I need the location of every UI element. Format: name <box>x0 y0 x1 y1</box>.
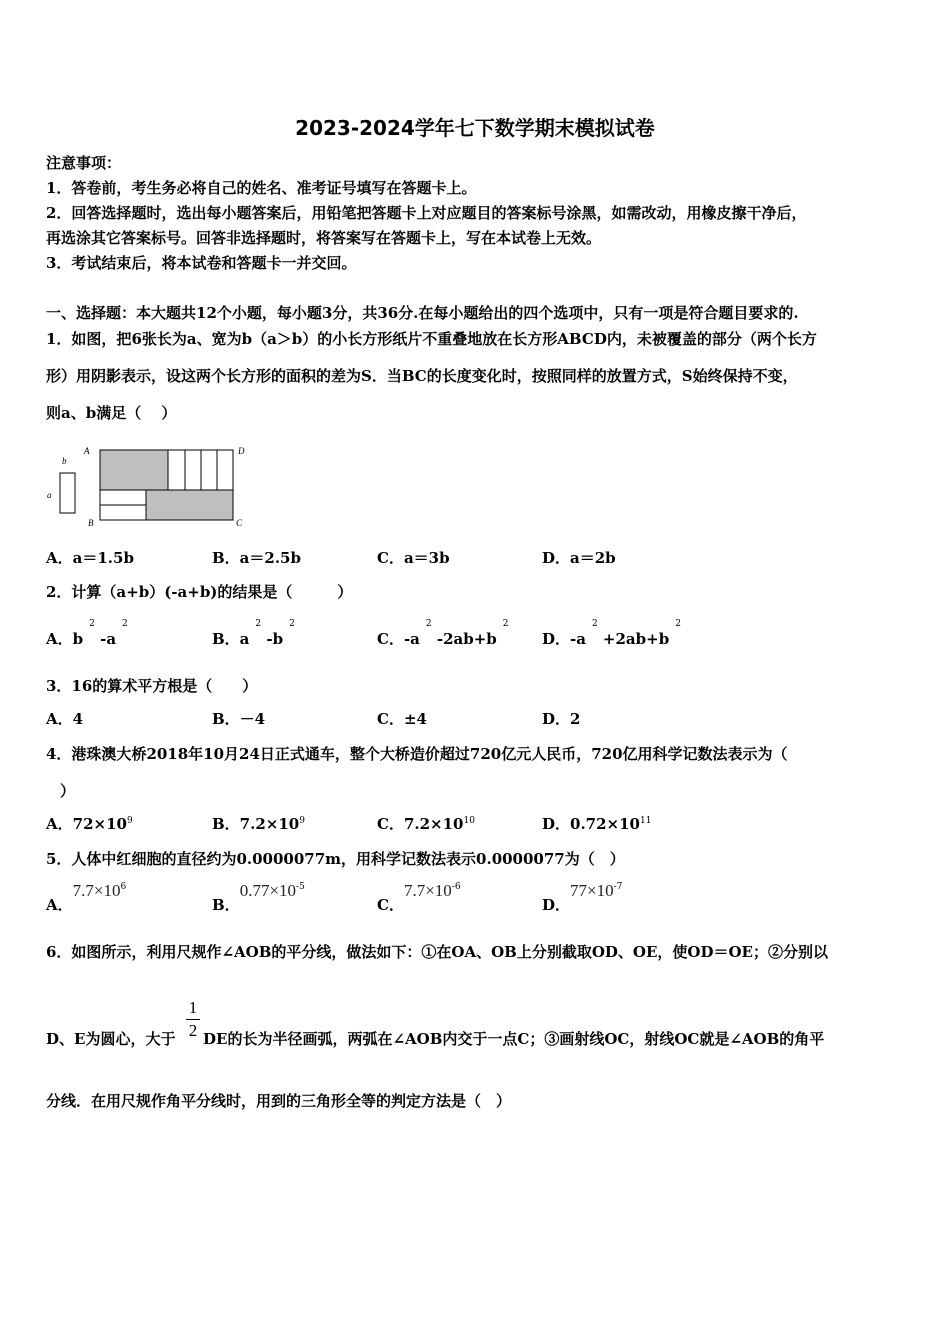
q4-option-b-exp: 9 <box>299 816 305 826</box>
q1-line-2: 形）用阴影表示，设这两个长方形的面积的差为S．当BC的长度变化时，按照同样的放置方式，S始终保持不变， <box>46 367 798 385</box>
q5-option-a[interactable] <box>46 880 127 914</box>
q5-option-d-label: D． <box>542 896 571 914</box>
q4-line-2: ） <box>60 782 76 800</box>
q5-stem: 5．人体中红细胞的直径约为0.0000077m，用科学记数法表示0.0000077为（ ） <box>46 850 625 868</box>
q2-option-b-mid: -b <box>261 630 284 648</box>
q4-option-a[interactable] <box>46 813 133 834</box>
q2-option-b-sup1: 2 <box>255 619 262 629</box>
q1-option-b[interactable]: B．a＝2.5b <box>212 549 301 567</box>
q6-line-3: 分线．在用尺规作角平分线时，用到的三角形全等的判定方法是（ ） <box>46 1092 512 1110</box>
q2-option-d-sup1: 2 <box>591 619 598 629</box>
q2-option-c-sup1: 2 <box>425 619 432 629</box>
q5-option-b[interactable] <box>212 880 305 914</box>
page-title: 2023-2024学年七下数学期末模拟试卷 <box>295 116 655 140</box>
notice-item-3: 3．考试结束后，将本试卷和答题卡一并交回。 <box>46 254 357 272</box>
q1-option-a[interactable]: A．a＝1.5b <box>46 549 134 567</box>
q4-option-a-base: A．72×10 <box>46 815 127 833</box>
fig-label-C: C <box>236 518 243 528</box>
fig-label-b: b <box>62 456 67 466</box>
q3-option-c[interactable]: C．±4 <box>377 710 427 728</box>
q4-option-c-base: C．7.2×10 <box>377 815 464 833</box>
q4-option-c-exp: 10 <box>463 816 475 826</box>
q3-option-b[interactable]: B．－4 <box>212 710 266 728</box>
q5-option-c-label: C． <box>377 896 404 914</box>
q6-fraction-denominator: 2 <box>188 1021 198 1040</box>
q3-option-d[interactable]: D．2 <box>542 710 581 728</box>
q4-option-b[interactable] <box>212 813 305 834</box>
fig-label-B: B <box>88 518 94 528</box>
q3-option-a[interactable]: A．4 <box>46 710 84 728</box>
q2-option-a-pre: A．b <box>46 630 84 648</box>
q2-option-c-pre: C．-a <box>377 630 420 648</box>
q3-stem: 3．16的算术平方根是（ ） <box>46 677 258 695</box>
notice-item-2-line-2: 再选涂其它答案标号。回答非选择题时，将答案写在答题卡上，写在本试卷上无效。 <box>46 229 602 247</box>
q2-option-b-pre: B．a <box>212 630 250 648</box>
q4-option-a-exp: 9 <box>126 816 133 826</box>
fig-label-D: D <box>238 446 245 456</box>
q5-option-c[interactable] <box>377 880 461 914</box>
fig-label-A: A <box>84 446 90 456</box>
q1-figure <box>40 440 255 535</box>
q5-option-a-label: A． <box>46 896 73 914</box>
q1-option-c[interactable]: C．a＝3b <box>377 549 450 567</box>
q5-option-c-base: 7.7×10 <box>403 881 452 900</box>
q5-option-d[interactable] <box>542 880 623 914</box>
q5-option-c-exp: -6 <box>451 882 461 892</box>
q5-option-a-exp: 6 <box>120 882 127 892</box>
q5-option-b-label: B． <box>212 896 240 914</box>
q2-option-d-mid: +2ab+b <box>597 630 670 648</box>
q2-option-a-sup2: 2 <box>122 619 128 629</box>
q4-line-1: 4．港珠澳大桥2018年10月24日正式通车，整个大桥造价超过720亿元人民币，720亿用科学记数法表示为（ <box>46 745 788 763</box>
q4-option-d[interactable] <box>542 813 651 834</box>
q2-option-a[interactable] <box>46 619 128 649</box>
q4-option-d-exp: 11 <box>639 816 652 826</box>
q2-option-b[interactable] <box>212 619 295 649</box>
q5-option-d-exp: -7 <box>613 882 623 892</box>
q2-option-c-mid: -2ab+b <box>431 630 497 648</box>
q4-option-b-base: B．7.2×10 <box>212 815 300 833</box>
q2-option-d-sup2: 2 <box>675 619 681 629</box>
q2-option-d[interactable] <box>542 619 681 649</box>
q2-option-c-sup2: 2 <box>502 619 509 629</box>
q2-option-a-mid: -a <box>94 630 117 648</box>
q2-option-a-sup1: 2 <box>89 619 95 629</box>
notice-heading: 注意事项： <box>46 154 122 172</box>
q2-option-d-pre: D．-a <box>542 630 586 648</box>
q1-line-3: 则a、b满足（ ） <box>46 404 177 422</box>
q6-fraction <box>186 998 200 1041</box>
q2-option-c[interactable] <box>377 619 509 649</box>
q1-line-1: 1．如图，把6张长为a、宽为b（a＞b）的小长方形纸片不重叠地放在长方形ABCD内，未被覆盖的部分（两个长方 <box>46 330 817 348</box>
notice-item-1: 1．答卷前，考生务必将自己的姓名、准考证号填写在答题卡上。 <box>46 179 477 197</box>
q5-option-d-base: 77×10 <box>570 881 614 900</box>
notice-item-2-line-1: 2．回答选择题时，选出每小题答案后，用铅笔把答题卡上对应题目的答案标号涂黑，如需改动，用橡皮擦干净后， <box>46 204 807 222</box>
q6-line-1: 6．如图所示，利用尺规作∠AOB的平分线，做法如下：①在OA、OB上分别截取OD、OE，使OD＝OE；②分别以 <box>46 943 828 961</box>
q6-line-2-pre: D、E为圆心，大于 <box>46 1030 176 1048</box>
q2-option-b-sup2: 2 <box>289 619 295 629</box>
q6-fraction-numerator: 1 <box>188 998 198 1017</box>
q2-stem: 2．计算（a+b）(-a+b)的结果是（ ） <box>46 583 353 601</box>
q5-option-b-base: 0.77×10 <box>239 881 297 900</box>
q4-option-d-base: D．0.72×10 <box>542 815 640 833</box>
q4-option-c[interactable] <box>377 813 475 834</box>
q5-option-b-exp: -5 <box>296 882 305 892</box>
q1-option-d[interactable]: D．a＝2b <box>542 549 616 567</box>
q5-option-a-base: 7.7×10 <box>72 881 121 900</box>
q6-line-2-post: DE的长为半径画弧，两弧在∠AOB内交于一点C；③画射线OC，射线OC就是∠AOB的角平 <box>203 1030 825 1048</box>
section-1-heading: 一、选择题：本大题共12个小题，每小题3分，共36分.在每小题给出的四个选项中，只有一项是符合题目要求的. <box>46 304 799 322</box>
fig-label-a: a <box>47 490 52 500</box>
